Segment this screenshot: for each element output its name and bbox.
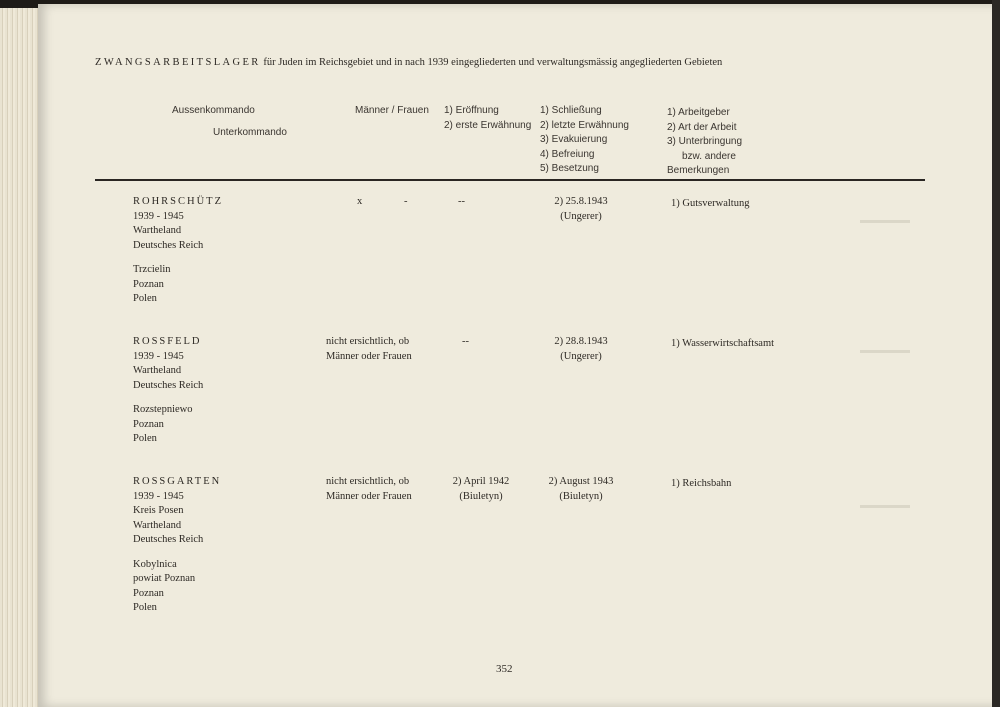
bleed-through-text: ▬▬▬▬▬	[860, 500, 910, 511]
entry-men-women-dash: -	[404, 196, 408, 207]
header-divider	[95, 179, 925, 181]
title-lead: ZWANGSARBEITSLAGER	[95, 57, 261, 68]
bleed-through-text: ▬▬▬▬▬	[860, 345, 910, 356]
entry-men-women-x: x	[357, 196, 363, 207]
page-number: 352	[496, 663, 513, 675]
book-edge	[992, 0, 1000, 707]
entry-closing: 2) 25.8.1943 (Ungerer)	[554, 196, 608, 222]
entry-closing: 2) 28.8.1943 (Ungerer)	[554, 336, 608, 362]
camp-name: ROSSGARTEN	[133, 476, 222, 487]
entry-employer: 1) Reichsbahn	[671, 478, 732, 489]
entry-men-women: nicht ersichtlich, ob Männer oder Frauen	[326, 336, 412, 362]
header-arbeitgeber: 1) Arbeitgeber 2) Art der Arbeit 3) Unterbringung bzw. andere Bemerkungen	[667, 107, 743, 176]
entry-men-women: nicht ersichtlich, ob Männer oder Frauen	[326, 476, 412, 502]
camp-name: ROSSFELD	[133, 336, 202, 347]
entry-employer: 1) Wasserwirtschaftsamt	[671, 338, 775, 349]
header-maenner-frauen: Männer / Frauen	[355, 105, 429, 116]
header-unterkommando: Unterkommando	[213, 127, 287, 138]
entry-opening: 2) April 1942 (Biuletyn)	[452, 476, 510, 502]
document-title	[95, 57, 722, 68]
entry-employer: 1) Gutsverwaltung	[671, 198, 750, 209]
entry-opening: --	[462, 336, 469, 347]
header-schliessung: 1) Schließung 2) letzte Erwähnung 3) Evakuierung 4) Befreiung 5) Besetzung	[540, 105, 629, 174]
header-eroeffnung: 1) Eröffnung 2) erste Erwähnung	[444, 105, 532, 131]
entry-closing: 2) August 1943 (Biuletyn)	[548, 476, 614, 502]
title-rest: für Juden im Reichsgebiet und in nach 1939 eingegliederten und verwaltungsmässig angegliederten Gebieten	[263, 57, 723, 68]
header-aussenkommando: Aussenkommando	[172, 105, 255, 116]
book-page-stack	[0, 8, 40, 707]
entry-opening: --	[458, 196, 465, 207]
camp-name: ROHRSCHÜTZ	[133, 196, 224, 207]
entry-location: ROSSGARTEN 1939 - 1945 Kreis Posen Wartheland Deutsches Reich Kobylnica powiat Poznan Poznan Polen	[133, 476, 222, 613]
entry-location: ROHRSCHÜTZ 1939 - 1945 Wartheland Deutsches Reich Trzcielin Poznan Polen	[133, 196, 224, 304]
bleed-through-text: ▬▬▬▬▬	[860, 215, 910, 226]
entry-location: ROSSFELD 1939 - 1945 Wartheland Deutsches Reich Rozstepniewo Poznan Polen	[133, 336, 204, 444]
